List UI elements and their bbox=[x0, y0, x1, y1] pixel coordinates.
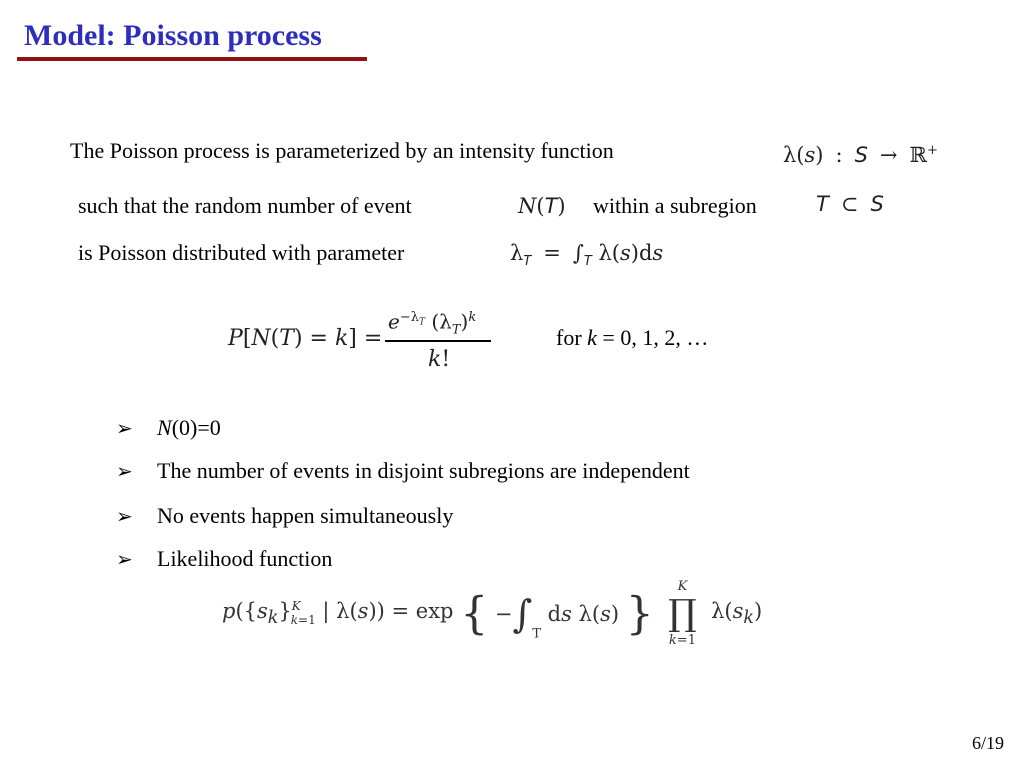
fraction-bar bbox=[385, 340, 491, 342]
pmf-condition: for k = 0, 1, 2, … bbox=[556, 325, 709, 350]
likelihood-formula: $p(\{s_k\}^K_{k=1}$ | λ(s)) = exp { $-\int_T$ ds λ(s) } K ∏ k=1 $\lambda(s_k)$ bbox=[222, 579, 763, 648]
parameter-formula: $\lambda_T = \int_T$ λ(s)ds bbox=[510, 241, 664, 270]
count-formula: N(T) bbox=[518, 194, 566, 218]
intro-line-1: The Poisson process is parameterized by an intensity function bbox=[70, 138, 614, 163]
pmf-numerator: $e^{-\lambda_T}$ $(\lambda_T)^k$ bbox=[388, 309, 477, 338]
intro-line-2b: within a subregion bbox=[593, 193, 757, 218]
arrow-bullet-icon: ➢ bbox=[116, 459, 133, 483]
intensity-formula: λ(s) : S → ℝ+ bbox=[783, 143, 938, 167]
slide-title: Model: Poisson process bbox=[24, 19, 322, 52]
page-number: 6/19 bbox=[971, 733, 1004, 753]
bullet-item-2: The number of events in disjoint subregions are independent bbox=[157, 458, 690, 483]
arrow-bullet-icon: ➢ bbox=[116, 504, 133, 528]
intro-line-3: is Poisson distributed with parameter bbox=[78, 240, 405, 265]
subregion-formula: T ⊂ S bbox=[816, 192, 884, 216]
title-underline bbox=[17, 57, 367, 61]
arrow-bullet-icon: ➢ bbox=[116, 547, 133, 571]
bullet-item-4: Likelihood function bbox=[157, 546, 333, 571]
pmf-lhs: P[N(T) = k] = bbox=[228, 326, 383, 351]
intro-line-2: such that the random number of event bbox=[78, 193, 412, 218]
pmf-denominator: k! bbox=[428, 347, 451, 372]
bullet-item-3: No events happen simultaneously bbox=[157, 503, 454, 528]
bullet-item-1: N(0)=0 bbox=[157, 415, 221, 440]
arrow-bullet-icon: ➢ bbox=[116, 416, 133, 440]
